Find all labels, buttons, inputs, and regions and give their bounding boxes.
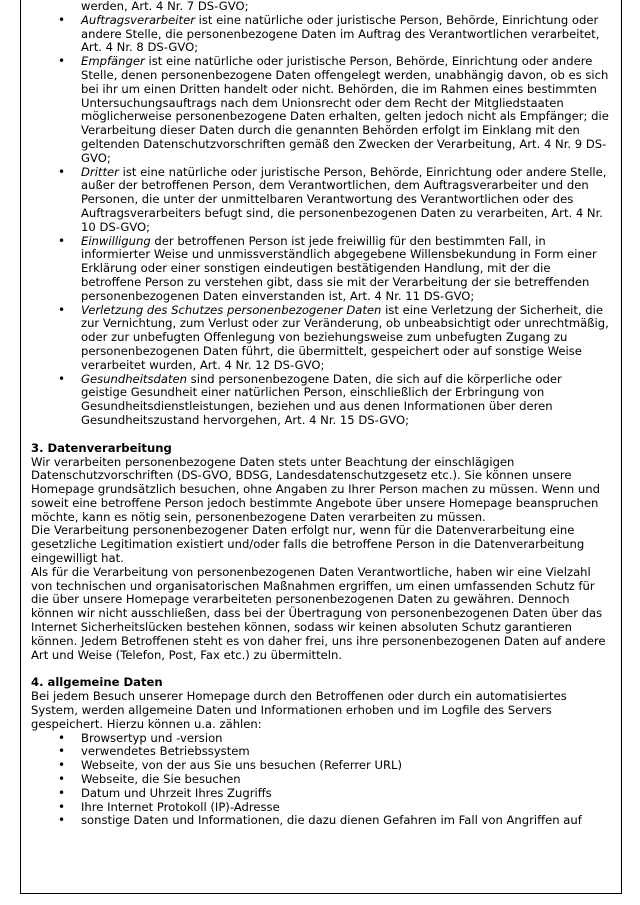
list-item [81,373,611,428]
list-item: • Webseite, von der aus Sie uns besuchen (Referrer URL) [81,759,611,773]
list-continuation: werden, Art. 4 Nr. 7 DS-GVO; [81,0,249,13]
list-item: • Ihre Internet Protokoll (IP)-Adresse [81,801,611,815]
paragraph: Die Verarbeitung personenbezogener Daten erfolgt nur, wenn für die Datenverarbeitung eine gesetzliche Legitimation existiert und/oder falls die betroffene Person in die Datenverarbeitung eingewilligt hat. [31,523,585,566]
term: Auftragsverarbeiter [81,12,195,27]
paragraph: Wir verarbeiten personenbezogene Daten stets unter Beachtung der einschlägigen Datenschutzvorschriften (DS-GVO, BDSG, Landesdatenschutzgesetz etc.). Sie können unsere Homepage grundsätzlich besuchen, ohne Angaben zu Ihrer Person machen zu müssen. Wenn und soweit eine betroffene Person jedoch bestimmte Angebote über unsere Homepage beanspruchen möchte, kann es nötig sein, personenbezogene Daten verarbeiten zu müssen. [31,454,600,524]
list-item: • sonstige Daten und Informationen, die dazu dienen Gefahren im Fall von Angriffen auf [81,814,611,828]
list-item: • Webseite, die Sie besuchen [81,773,611,787]
section-heading: 4. allgemeine Daten [31,675,163,690]
definition-text: ist eine natürliche oder juristische Person, Behörde, Einrichtung oder andere Stelle, denen personenbezogene Daten offengelegt werden, unabhängig davon, ob es sich bei ihr um einen Dritten handelt oder nicht. Behörden, die im Rahmen eines bestimmten Untersuchungsauftrags nach dem Unionsrecht oder dem Recht der Mitgliedstaaten möglicherweise personenbezogene Daten erhalten, gelten jedoch nicht als Empfänger; die Verarbeitung dieser Daten durch die genannten Behörden erfolgt im Einklang mit den geltenden Datenschutzvorschriften gemäß den Zwecken der Verarbeitung, Art. 4 Nr. 9 DS-GVO; [81,54,609,165]
list-item: • Browsertyp und -version [81,732,611,746]
list-item: • verwendetes Betriebssystem [81,745,611,759]
term: Verletzung des Schutzes personenbezogener Daten [81,302,382,317]
definition-text: der betroffenen Person ist jede freiwillig für den bestimmten Fall, in informierter Weise und unmissverständlich abgegebene Willensbekundung in Form einer Erklärung oder einer sonstigen eindeutigen bestätigenden Handlung, mit der die betroffene Person zu verstehen gibt, dass sie mit der Verarbeitung der sie betreffenden personenbezogenen Daten einverstanden ist, Art. 4 Nr. 11 DS-GVO; [81,233,597,303]
section-heading: 3. Datenverarbeitung [31,440,172,455]
term: Dritter [81,164,119,179]
list-item [81,55,611,165]
term: Einwilligung [81,233,151,248]
definition-text: sind personenbezogene Daten, die sich auf die körperliche oder geistige Gesundheit einer natürlichen Person, einschließlich der Erbringung von Gesundheitsdienstleistungen, beziehen und aus denen Informationen über deren Gesundheitszustand hervorgehen, Art. 4 Nr. 15 DS-GVO; [81,371,562,427]
definitions-list [31,14,611,428]
paragraph: Als für die Verarbeitung von personenbezogenen Daten Verantwortliche, haben wir eine Vielzahl von technischen und organisatorischen Maßnahmen ergriffen, um einen umfassenden Schutz für die über unsere Homepage verarbeiteten personenbezogenen Daten zu gewähren. Dennoch können wir nicht ausschließen, dass bei der Übertragung von personenbezogenen Daten über das Internet Sicherheitslücken bestehen können, sodass wir keinen absoluten Schutz garantieren können. Jedem Betroffenen steht es von daher frei, uns ihre personenbezogenen Daten auf andere Art und Weise (Telefon, Post, Fax etc.) zu übermitteln. [31,564,606,662]
definition-text: ist eine Verletzung der Sicherheit, die zur Vernichtung, zum Verlust oder zur Veränderung, ob unbeabsichtigt oder unrechtmäßig, oder zur unbefugten Offenlegung von beziehungsweise zum unbefugten Zugang zu personenbezogenen Daten führt, die übermittelt, gespeichert oder auf sonstige Weise verarbeitet wurden, Art. 4 Nr. 12 DS-GVO; [81,302,609,372]
data-list [31,732,611,829]
list-item [81,235,611,304]
list-item [81,14,611,55]
paragraph: Bei jedem Besuch unserer Homepage durch den Betroffenen oder durch ein automatisiertes System, werden allgemeine Daten und Informationen erhoben und im Logfile des Servers gespeichert. Hierzu können u.a. zählen: [31,689,567,731]
term: Gesundheitsdaten [81,371,187,386]
definition-text: ist eine natürliche oder juristische Person, Behörde, Einrichtung oder andere Stelle, außer der betroffenen Person, dem Verantwortlichen, dem Auftragsverarbeiter und den Personen, die unter der unmittelbaren Verantwortung des Verantwortlichen oder des Auftragsverarbeiters befugt sind, die personenbezogenen Daten zu verarbeiten, Art. 4 Nr. 10 DS-GVO; [81,164,607,234]
list-item: • Datum und Uhrzeit Ihres Zugriffs [81,787,611,801]
term: Empfänger [81,54,145,69]
document-page [20,0,622,894]
definition-text: ist eine natürliche oder juristische Person, Behörde, Einrichtung oder andere Stelle, die personenbezogene Daten im Auftrag des Verantwortlichen verarbeitet, Art. 4 Nr. 8 DS-GVO; [81,12,600,55]
list-item [81,304,611,373]
list-item [81,166,611,235]
